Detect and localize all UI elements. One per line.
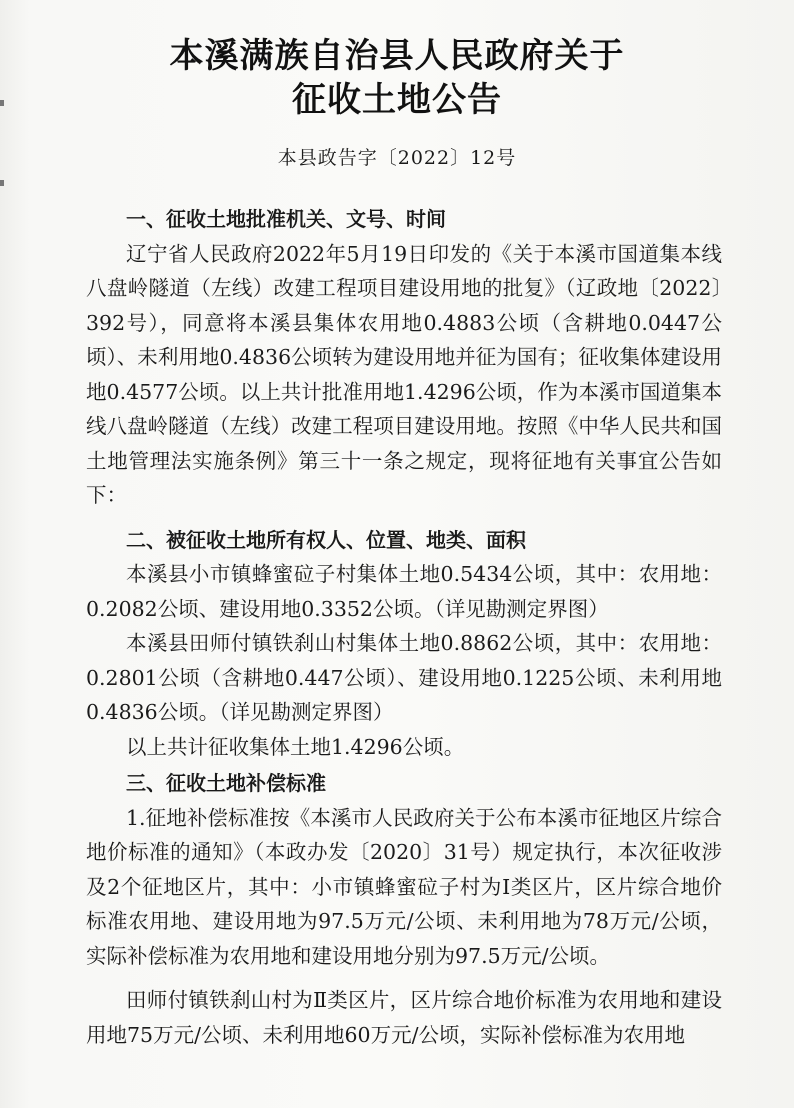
section-paragraph: 辽宁省人民政府2022年5月19日印发的《关于本溪市国道集本线八盘岭隧道（左线）改建工程项目建设用地的批复》（辽政地〔2022〕392号），同意将本溪县集体农用地0.4883公顷（含耕地0.0447公顷）、未利用地0.4836公顷转为建设用地并征为国有；征收集体建设用地0.4577公顷。以上共计批准用地1.4296公顷，作为本溪市国道集本线八盘岭隧道（左线）改建工程项目建设用地。按照《中华人民共和国土地管理法实施条例》第三十一条之规定，现将征地有关事宜公告如下： — [86, 241, 722, 507]
section-heading-approval: 一、征收土地批准机关、文号、时间 — [126, 207, 446, 231]
section-paragraph: 以上共计征收集体土地1.4296公顷。 — [126, 734, 465, 759]
section-paragraph: 本溪县田师付镇铁刹山村集体土地0.8862公顷，其中：农用地：0.2801公顷（含耕地0.447公顷）、建设用地0.1225公顷、未利用地0.4836公顷。（详见勘测定界图） — [86, 631, 722, 724]
document-title-line1: 本溪满族自治县人民政府关于 — [169, 36, 625, 76]
section-paragraph: 1.征地补偿标准按《本溪市人民政府关于公布本溪市征地区片综合地价标准的通知》（本政办发〔2020〕31号）规定执行，本次征收涉及2个征地区片，其中：小市镇蜂蜜砬子村为Ⅰ类区片，区片综合地价标准农用地、建设用地为97.5万元/公顷、未利用地为78万元/公顷，实际补偿标准为农用地和建设用地分别为97.5万元/公顷。 — [86, 805, 722, 968]
scan-edge-mark — [0, 180, 4, 186]
section-paragraph: 田师付镇铁刹山村为Ⅱ类区片，区片综合地价标准为农用地和建设用地75万元/公顷、未利用地60万元/公顷，实际补偿标准为农用地 — [86, 988, 722, 1047]
document-body — [86, 202, 722, 1052]
section-heading-owners: 二、被征收土地所有权人、位置、地类、面积 — [126, 527, 526, 552]
document-title-line2: 征收土地公告 — [292, 80, 502, 120]
section-heading-compensation: 三、征收土地补偿标准 — [126, 771, 326, 795]
section-paragraph: 本溪县小市镇蜂蜜砬子村集体土地0.5434公顷，其中：农用地：0.2082公顷、建设用地0.3352公顷。（详见勘测定界图） — [86, 562, 722, 621]
document-number: 本县政告字〔2022〕12号 — [277, 147, 517, 169]
